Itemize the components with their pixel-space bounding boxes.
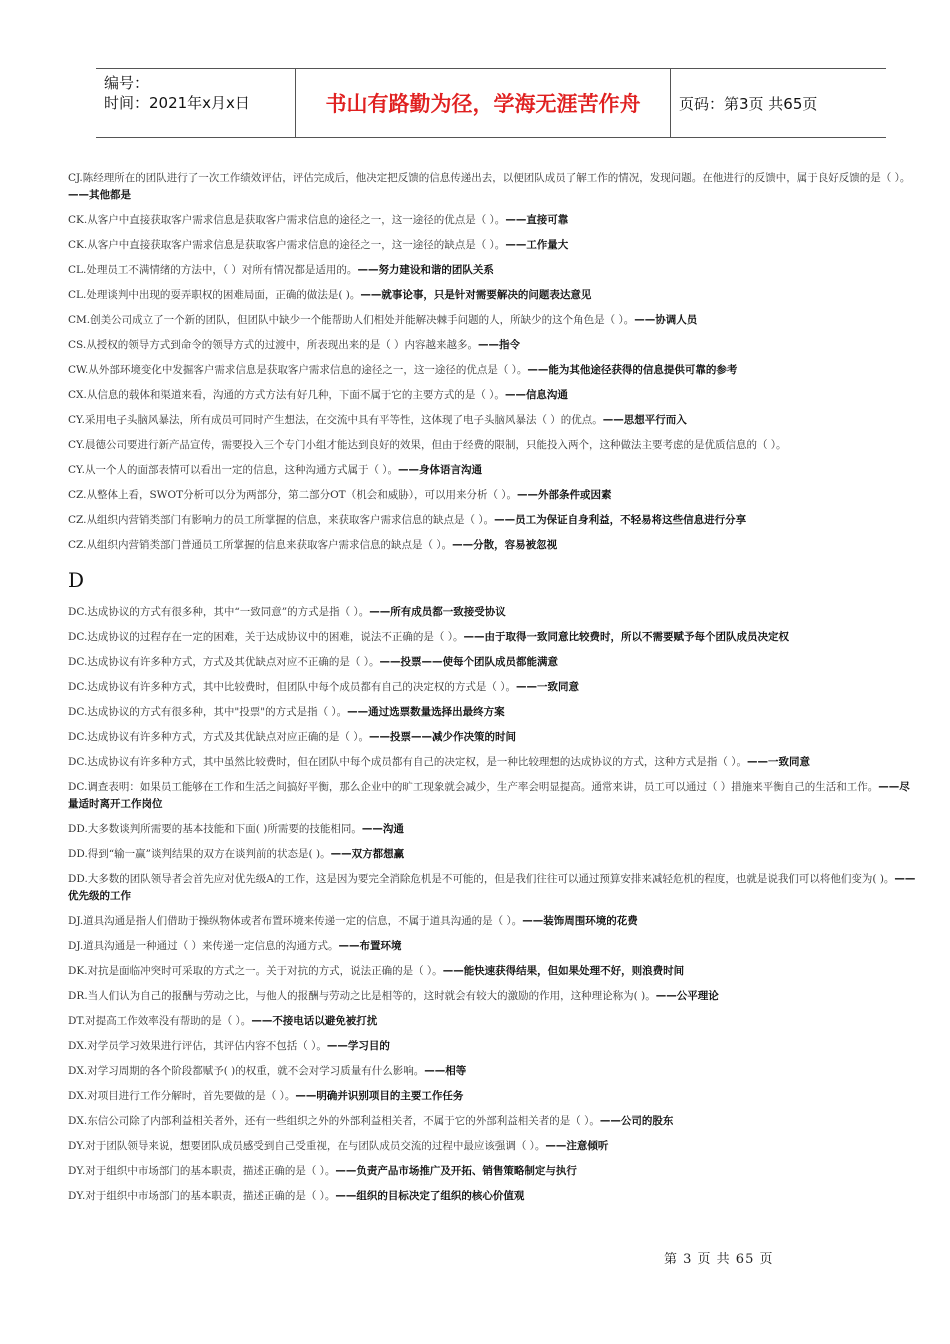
answer-text: ——负责产品市场推广及开拓、销售策略制定与执行 [335, 1165, 577, 1177]
answer-text: ——所有成员都一致接受协议 [369, 606, 506, 618]
answer-text: ——明确并识别项目的主要工作任务 [295, 1090, 464, 1102]
question-item [68, 704, 916, 721]
question-text: DD.大多数谈判所需要的基本技能和下面( )所需要的技能相同。 [68, 823, 362, 835]
question-text: DC.达成协议有许多种方式，方式及其优缺点对应不正确的是（ ）。 [68, 656, 380, 668]
answer-text: ——由于取得一致同意比较费时，所以不需要赋予每个团队成员决定权 [463, 631, 790, 643]
question-text: DX.对学员学习效果进行评估，其评估内容不包括（ ）。 [68, 1040, 327, 1052]
question-item [68, 1088, 916, 1105]
question-text: CZ.从整体上看，SWOT分析可以分为两部分，第二部分OT（机会和威胁），可以用来分析（ ）。 [68, 489, 518, 501]
question-text: CY.晨德公司要进行新产品宣传，需要投入三个专门小组才能达到良好的效果，但由于经费的限制，只能投入两个，这种做法主要考虑的是优质信息的（ ）。 [68, 439, 787, 451]
question-item [68, 963, 916, 980]
question-item [68, 487, 916, 504]
question-text: DC.调查表明：如果员工能够在工作和生活之间搞好平衡，那么企业中的旷工现象就会减少，生产率会明显提高。通常来讲，员工可以通过（ ）措施来平衡自己的生活和工作。 [68, 781, 879, 793]
question-item [68, 988, 916, 1005]
question-item [68, 846, 916, 863]
question-item [68, 362, 916, 379]
answer-text: ——公平理论 [655, 990, 719, 1002]
question-item [68, 629, 916, 646]
answer-text: ——公司的股东 [599, 1115, 674, 1127]
question-item [68, 1013, 916, 1030]
question-item [68, 938, 916, 955]
answer-text: ——努力建设和谐的团队关系 [357, 264, 494, 276]
question-item [68, 604, 916, 621]
answer-text: ——员工为保证自身利益，不轻易将这些信息进行分享 [494, 514, 747, 526]
question-text: CM.创美公司成立了一个新的团队，但团队中缺少一个能帮助人们相处并能解决棘手问题的人，所缺少的这个角色是（ ）。 [68, 314, 635, 326]
question-item [68, 537, 916, 554]
question-item [68, 212, 916, 229]
question-item [68, 1113, 916, 1130]
question-item [68, 437, 916, 454]
question-item [68, 729, 916, 746]
question-text: DY.对于团队领导来说，想要团队成员感受到自己受重视，在与团队成员交流的过程中最应该强调（ ）。 [68, 1140, 546, 1152]
question-item [68, 654, 916, 671]
question-text: DX.东信公司除了内部利益相关者外，还有一些组织之外的外部利益相关者，不属于它的外部利益相关者的是（ ）。 [68, 1115, 600, 1127]
answer-text: ——注意倾听 [545, 1140, 609, 1152]
answer-text: ——能快速获得结果，但如果处理不好，则浪费时间 [442, 965, 685, 977]
question-item [68, 779, 916, 813]
question-text: DD.大多数的团队领导者会首先应对优先级A的工作，这是因为要完全消除危机是不可能的，但是我们往往可以通过预算安排来减轻危机的程度，也就是说我们可以将他们变为( )。 [68, 873, 895, 885]
answer-text: ——信息沟通 [504, 389, 568, 401]
answer-text: ——一致同意 [747, 756, 811, 768]
answer-text: ——分散，容易被忽视 [452, 539, 558, 551]
answer-text: ——优先级的工作 [68, 873, 916, 902]
answer-text: ——不接电话以避免被打扰 [251, 1015, 378, 1027]
question-item [68, 512, 916, 529]
page-footer: 第 3 页 共 65 页 [664, 1252, 774, 1267]
answer-text: ——相等 [424, 1065, 467, 1077]
answer-text: ——其他都是 [68, 189, 131, 201]
question-text: DC.达成协议的方式有很多种，其中"投票"的方式是指（ ）。 [68, 706, 348, 718]
answer-text: ——通过选票数量选择出最终方案 [347, 706, 505, 718]
question-text: DX.对项目进行工作分解时，首先要做的是（ ）。 [68, 1090, 296, 1102]
question-item [68, 913, 916, 930]
question-text: DY.对于组织中市场部门的基本职责，描述正确的是（ ）。 [68, 1190, 336, 1202]
number-label: 编号： [104, 74, 150, 92]
question-item [68, 387, 916, 404]
question-text: DD.得到“输一赢”谈判结果的双方在谈判前的状态是( )。 [68, 848, 331, 860]
answer-text: ——就事论事，只是针对需要解决的问题表达意见 [360, 289, 592, 301]
question-text: DC.达成协议有许多种方式，其中虽然比较费时，但在团队中每个成员都有自己的决定权，是一种比较理想的达成协议的方式，这种方式是指（ ）。 [68, 756, 748, 768]
question-item [68, 312, 916, 329]
question-text: DR.当人们认为自己的报酬与劳动之比，与他人的报酬与劳动之比是相等的，这时就会有较大的激励的作用，这种理论称为( )。 [68, 990, 656, 1002]
question-item [68, 237, 916, 254]
question-text: DC.达成协议有许多种方式，方式及其优缺点对应正确的是（ ）。 [68, 731, 370, 743]
question-item [68, 412, 916, 429]
question-item [68, 1188, 916, 1205]
question-item [68, 287, 916, 304]
question-text: DC.达成协议的方式有很多种，其中“一致同意”的方式是指（ ）。 [68, 606, 370, 618]
question-text: DC.达成协议有许多种方式，其中比较费时，但团队中每个成员都有自己的决定权的方式是（ ）。 [68, 681, 517, 693]
answer-text: ——一致同意 [516, 681, 580, 693]
question-item [68, 170, 916, 204]
answer-text: ——布置环境 [338, 940, 402, 952]
question-text: DC.达成协议的过程存在一定的困难，关于达成协议中的困难，说法不正确的是（ ）。 [68, 631, 464, 643]
question-text: DY.对于组织中市场部门的基本职责，描述正确的是（ ）。 [68, 1165, 336, 1177]
answer-text: ——身体语言沟通 [398, 464, 483, 476]
question-item [68, 462, 916, 479]
header-motto: 书山有路勤为径，学海无涯苦作舟 [296, 69, 671, 137]
question-text: CW.从外部环境变化中发掘客户需求信息是获取客户需求信息的途径之一，这一途径的优点是（ ）。 [68, 364, 528, 376]
question-text: CL.处理员工不满情绪的方法中，（ ）对所有情况都是适用的。 [68, 264, 358, 276]
question-text: DT.对提高工作效率没有帮助的是（ ）。 [68, 1015, 252, 1027]
question-text: CY.从一个人的面部表情可以看出一定的信息，这种沟通方式属于（ ）。 [68, 464, 399, 476]
question-text: CS.从授权的领导方式到命令的领导方式的过渡中，所表现出来的是（ ）内容越来越多。 [68, 339, 479, 351]
question-item [68, 1063, 916, 1080]
answer-text: ——能为其他途径获得的信息提供可靠的参考 [527, 364, 738, 376]
answer-text: ——投票——减少作决策的时间 [369, 731, 517, 743]
question-item [68, 262, 916, 279]
answer-text: ——思想平行而入 [602, 414, 687, 426]
answer-text: ——组织的目标决定了组织的核心价值观 [335, 1190, 525, 1202]
question-text: CJ.陈经理所在的团队进行了一次工作绩效评估，评估完成后，他决定把反馈的信息传递出去，以便团队成员了解工作的情况，发现问题。在他进行的反馈中，属于良好反馈的是（ ）。 [68, 172, 911, 184]
question-item [68, 754, 916, 771]
answer-text: ——装饰周围环境的花费 [522, 915, 638, 927]
question-text: DX.对学习周期的各个阶段都赋予( )的权重，就不会对学习质量有什么影响。 [68, 1065, 425, 1077]
answer-text: ——学习目的 [326, 1040, 390, 1052]
time-label: 时间：2021年x月x日 [104, 94, 250, 112]
answer-text: ——尽量适时离开工作岗位 [68, 781, 910, 810]
header-page-label: 页码：第3页 共65页 [679, 94, 818, 113]
question-item [68, 871, 916, 905]
question-text: CY.采用电子头脑风暴法，所有成员可同时产生想法，在交流中具有平等性，这体现了电子头脑风暴法（ ）的优点。 [68, 414, 603, 426]
question-item [68, 337, 916, 354]
section-letter: D [68, 568, 85, 592]
question-text: DK.对抗是面临冲突时可采取的方式之一。关于对抗的方式，说法正确的是（ ）。 [68, 965, 443, 977]
question-text: CL.处理谈判中出现的耍弄职权的困难局面，正确的做法是( )。 [68, 289, 361, 301]
question-text: CK.从客户中直接获取客户需求信息是获取客户需求信息的途径之一，这一途径的优点是（ ）。 [68, 214, 506, 226]
answer-text: ——双方都想赢 [330, 848, 405, 860]
question-text: CZ.从组织内营销类部门有影响力的员工所掌握的信息，来获取客户需求信息的缺点是（ ）。 [68, 514, 495, 526]
header-meta [96, 69, 296, 137]
question-text: CX.从信息的载体和渠道来看，沟通的方式方法有好几种，下面不属于它的主要方式的是（ ）。 [68, 389, 505, 401]
question-item [68, 679, 916, 696]
question-item [68, 1163, 916, 1180]
question-text: CZ.从组织内营销类部门普通员工所掌握的信息来获取客户需求信息的缺点是（ ）。 [68, 539, 453, 551]
answer-text: ——直接可靠 [505, 214, 569, 226]
question-text: DJ.道具沟通是一种通过（ ）来传递一定信息的沟通方式。 [68, 940, 339, 952]
question-text: DJ.道具沟通是指人们借助于操纵物体或者布置环境来传递一定的信息，不属于道具沟通的是（ ）。 [68, 915, 523, 927]
answer-text: ——投票——使每个团队成员都能满意 [379, 656, 559, 668]
answer-text: ——沟通 [361, 823, 404, 835]
answer-text: ——外部条件或因素 [517, 489, 612, 501]
question-item [68, 1138, 916, 1155]
question-list [68, 170, 916, 1213]
answer-text: ——协调人员 [634, 314, 698, 326]
page-header [96, 68, 886, 138]
answer-text: ——工作量大 [505, 239, 569, 251]
question-item [68, 1038, 916, 1055]
answer-text: ——指令 [478, 339, 521, 351]
question-item [68, 821, 916, 838]
question-text: CK.从客户中直接获取客户需求信息是获取客户需求信息的途径之一，这一途径的缺点是（ ）。 [68, 239, 506, 251]
